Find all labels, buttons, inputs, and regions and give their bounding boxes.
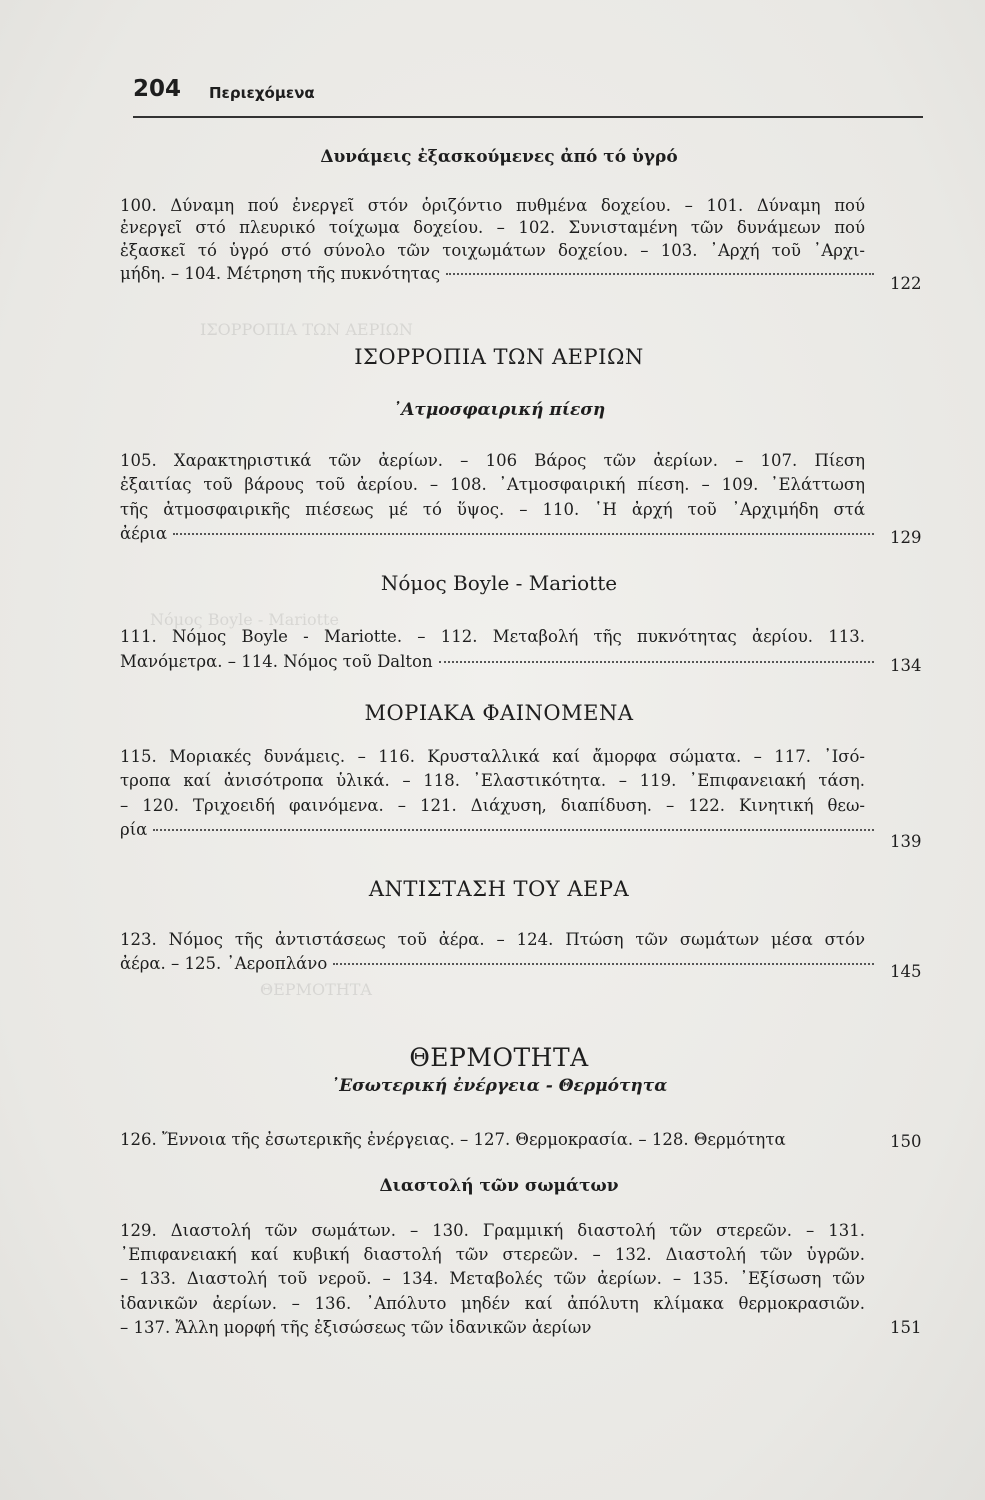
- entry-text-line: 126. Ἔννοια τῆς ἐσωτερικῆς ἐνέργειας. – 127. Θερμοκρασία. – 128. Θερμότητα: [120, 1130, 786, 1149]
- entry-text-line: μήδη. – 104. Μέτρηση τῆς πυκνότητας: [120, 264, 441, 283]
- dot-leader: [439, 661, 874, 663]
- entry-page-number: 129: [890, 528, 922, 547]
- entry-page-number: 134: [890, 656, 922, 675]
- entry-text-line: 123. Νόμος τῆς ἀντιστάσεως τοῦ ἀέρα. – 124. Πτώση τῶν σωμάτων μέσα στόν: [120, 930, 865, 949]
- show-through-text: Νόμος Boyle - Mariotte: [150, 610, 339, 629]
- entry-text-line: 115. Μοριακές δυνάμεις. – 116. Κρυσταλλικά καί ἄμορφα σώματα. – 117. ᾿Ισό-: [120, 747, 865, 766]
- dot-leader: [153, 829, 874, 831]
- entry-text-line: ἐξαιτίας τοῦ βάρους τοῦ ἀερίου. – 108. ᾿Ατμοσφαιρική πίεση. – 109. ᾿Ελάττωση: [120, 475, 865, 494]
- entry-page-number: 150: [890, 1132, 922, 1151]
- entry-text-line: 105. Χαρακτηριστικά τῶν ἀερίων. – 106 Βάρος τῶν ἀερίων. – 107. Πίεση: [120, 451, 865, 470]
- entry-text-line: 111. Νόμος Boyle - Mariotte. – 112. Μεταβολή τῆς πυκνότητας ἀερίου. 113.: [120, 627, 865, 646]
- entry-last-line: [120, 264, 880, 283]
- entry-text-line: ἰδανικῶν ἀερίων. – 136. ᾿Απόλυτο μηδέν καί ἀπόλυτη κλίμακα θερμοκρασιῶν.: [120, 1294, 865, 1313]
- entry-text-line: – 120. Τριχοειδή φαινόμενα. – 121. Διάχυση, διαπίδυση. – 122. Κινητική θεω-: [120, 796, 865, 815]
- section-heading: ᾿Ατμοσφαιρική πίεση: [392, 400, 606, 420]
- entry-last-line: [120, 524, 880, 543]
- entry-text-line: 100. Δύναμη πού ἐνεργεῖ στόν ὁριζόντιο πυθμένα δοχείου. – 101. Δύναμη πού: [120, 196, 865, 215]
- entry-page-number: 145: [890, 962, 922, 981]
- entry-text-line: ἀέρια: [120, 524, 168, 543]
- dot-leader: [333, 963, 874, 965]
- show-through-text: ΘΕΡΜΟΤΗΤΑ: [260, 980, 372, 999]
- section-heading: Διαστολή τῶν σωμάτων: [379, 1176, 619, 1196]
- entry-page-number: 122: [890, 274, 922, 293]
- part-heading: ΜΟΡΙΑΚΑ ΦΑΙΝΟΜΕΝΑ: [364, 701, 634, 725]
- page-header: [133, 76, 923, 120]
- part-heading: ΑΝΤΙΣΤΑΣΗ ΤΟΥ ΑΕΡΑ: [368, 877, 630, 901]
- part-heading: ΘΕΡΜΟΤΗΤΑ: [409, 1043, 589, 1072]
- page-number: 204: [133, 76, 182, 102]
- entry-last-line: [120, 954, 880, 973]
- section-heading: Δυνάμεις ἐξασκούμενες ἀπό τό ὑγρό: [320, 147, 678, 167]
- entry-text-line: ᾿Επιφανειακή καί κυβική διαστολή τῶν στερεῶν. – 132. Διαστολή τῶν ὑγρῶν.: [120, 1245, 865, 1264]
- entry-text-line: ἐνεργεῖ στό πλευρικό τοίχωμα δοχείου. – 102. Συνισταμένη τῶν δυνάμεων πού: [120, 218, 865, 237]
- header-rule: [133, 116, 923, 118]
- entry-text-line: τροπα καί ἀνισότροπα ὑλικά. – 118. ᾿Ελαστικότητα. – 119. ᾿Επιφανειακή τάση.: [120, 771, 865, 790]
- entry-last-line: [120, 652, 880, 671]
- entry-text-line: ἐξασκεῖ τό ὑγρό στό σύνολο τῶν τοιχωμάτων δοχείου. – 103. ᾿Αρχή τοῦ ᾿Αρχι-: [120, 241, 865, 260]
- entry-page-number: 151: [890, 1318, 922, 1337]
- section-heading: Νόμος Boyle - Mariotte: [380, 571, 618, 595]
- entry-text-line: ρία: [120, 820, 148, 839]
- dot-leader: [173, 533, 874, 535]
- entry-text-line: – 137. Ἄλλη μορφή τῆς ἐξισώσεως τῶν ἰδανικῶν ἀερίων: [120, 1318, 592, 1337]
- dot-leader: [446, 273, 874, 275]
- running-title: Περιεχόμενα: [209, 84, 315, 102]
- show-through-text: ΙΣΟΡΡΟΠΙΑ ΤΩΝ ΑΕΡΙΩΝ: [200, 320, 413, 339]
- section-heading: ᾿Εσωτερική ἐνέργεια - Θερμότητα: [330, 1076, 668, 1096]
- entry-page-number: 139: [890, 832, 922, 851]
- entry-text-line: ἀέρα. – 125. ᾿Αεροπλάνο: [120, 954, 328, 973]
- entry-text-line: – 133. Διαστολή τοῦ νεροῦ. – 134. Μεταβολές τῶν ἀερίων. – 135. ᾿Εξίσωση τῶν: [120, 1269, 865, 1288]
- entry-last-line: [120, 820, 880, 839]
- entry-text-line: τῆς ἀτμοσφαιρικῆς πιέσεως μέ τό ὕψος. – 110. ῾Η ἀρχή τοῦ ᾿Αρχιμήδη στά: [120, 500, 865, 519]
- part-heading: ΙΣΟΡΡΟΠΙΑ ΤΩΝ ΑΕΡΙΩΝ: [354, 345, 644, 369]
- entry-text-line: Μανόμετρα. – 114. Νόμος τοῦ Dalton: [120, 652, 433, 671]
- entry-text-line: 129. Διαστολή τῶν σωμάτων. – 130. Γραμμική διαστολή τῶν στερεῶν. – 131.: [120, 1221, 865, 1240]
